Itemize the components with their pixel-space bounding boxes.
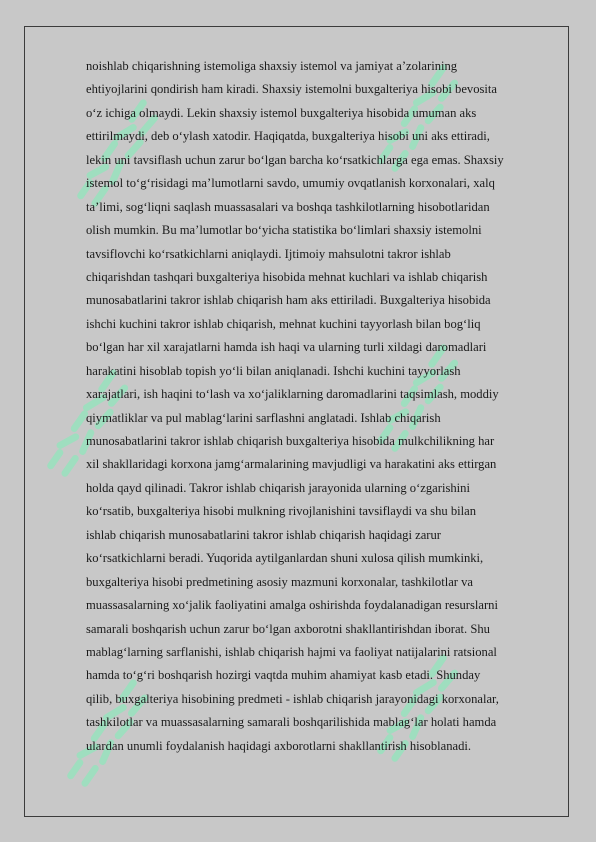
- text-line: tavsiflovchi ko‘rsatkichlarni aniqlaydi. Ijtimoiy mahsulotni takror ishlab: [86, 246, 451, 261]
- text-line: buxgalteriya hisobi predmetining asosiy mazmuni korxonalar, tashkilotlar va: [86, 574, 474, 589]
- text-line: ulardan unumli foydalanish haqidagi axborotlarni shakllantirish hisoblanadi.: [86, 738, 472, 753]
- text-line: samarali boshqarish uchun zarur bo‘lgan axborotni shakllantirishdan iborat. Shu: [86, 621, 490, 636]
- text-line: qiymatliklar va pul mablag‘larini sarflashni anglatadi. Ishlab chiqarish: [86, 410, 441, 425]
- text-line: xil shakllaridagi korxona jamg‘armalarining mavjudligi va harakatini aks ettirgan: [86, 457, 497, 472]
- text-line: munosabatlarini takror ishlab chiqarish buxgalteriya hisobida mulkchilikning har: [86, 434, 495, 448]
- text-line: ta’limi, sog‘liqni saqlash muassasalari va boshqa tashkilotlarning hisobotlaridan: [86, 199, 490, 214]
- text-line: chiqarishdan tashqari buxgalteriya hisobida mehnat kuchlari va ishlab chiqarish: [86, 269, 488, 284]
- text-line: istemol to‘g‘risidagi ma’lumotlarni savdo, umumiy ovqatlanish korxonalari, xalq: [86, 176, 495, 191]
- text-line: ko‘rsatkichlarni beradi. Yuqorida aytilganlardan shuni xulosa qilish mumkinki,: [86, 551, 484, 566]
- body-text: [86, 55, 550, 758]
- text-line: noishlab chiqarishning istemoliga shaxsiy istemol va jamiyat a’zolarining: [86, 59, 458, 73]
- text-line: lekin uni tavsiflash uchun zarur bo‘lgan barcha ko‘rsatkichlarga ega emas. Shaxsiy: [86, 152, 504, 167]
- text-line: hamda to‘g‘ri boshqarish hozirgi vaqtda muhim ahamiyat kasb etadi. Shunday: [86, 668, 481, 683]
- text-line: ishchi kuchini takror ishlab chiqarish, mehnat kuchini tayyorlash bilan bog‘liq: [86, 316, 481, 331]
- text-line: olish mumkin. Bu ma’lumotlar bo‘yicha statistika bo‘limlari shaxsiy istemolni: [86, 223, 482, 238]
- text-line: mablag‘larning sarflanishi, ishlab chiqarish hajmi va faoliyat natijalarini ratsional: [86, 644, 497, 659]
- text-line: xarajatlari, ish haqini to‘lash va xo‘jaliklarning daromadlarini taqsimlash, moddiy: [86, 387, 499, 402]
- text-line: qilib, buxgalteriya hisobining predmeti - ishlab chiqarish jarayonidagi korxonalar,: [86, 691, 499, 706]
- text-line: tashkilotlar va muassasalarning samarali boshqarilishida mablag‘lar holati hamda: [86, 715, 497, 730]
- text-line: ettirilmaydi, deb o‘ylash xatodir. Haqiqatda, buxgalteriya hisobi uni aks ettiradi,: [86, 129, 490, 144]
- text-line: munosabatlarini takror ishlab chiqarish ham aks ettiriladi. Buxgalteriya hisobida: [86, 293, 491, 308]
- text-line: ko‘rsatib, buxgalteriya hisobi mulkning rivojlanishini tavsiflaydi va shu bilan: [86, 504, 477, 519]
- text-line: o‘z ichiga olmaydi. Lekin shaxsiy istemol buxgalteriya hisobida umuman aks: [86, 105, 477, 120]
- text-line: ishlab chiqarish munosabatlarini takror ishlab chiqarish haqidagi zarur: [86, 527, 441, 542]
- text-line: holda qayd qilinadi. Takror ishlab chiqarish jarayonida ularning o‘zgarishini: [86, 480, 470, 495]
- text-line: harakatini hisoblab topish yo‘li bilan aniqlanadi. Ishchi kuchini tayyorlash: [86, 363, 461, 378]
- text-line: muassasalarning xo‘jalik faoliyatini amalga oshirishda foydalanadigan resurslarni: [86, 598, 498, 613]
- text-line: bo‘lgan har xil xarajatlarni hamda ish haqi va ularning turli xildagi daromadlari: [86, 340, 487, 355]
- text-line: ehtiyojlarini qondirish ham kiradi. Shaxsiy istemolni buxgalteriya hisobi bevosita: [86, 82, 497, 97]
